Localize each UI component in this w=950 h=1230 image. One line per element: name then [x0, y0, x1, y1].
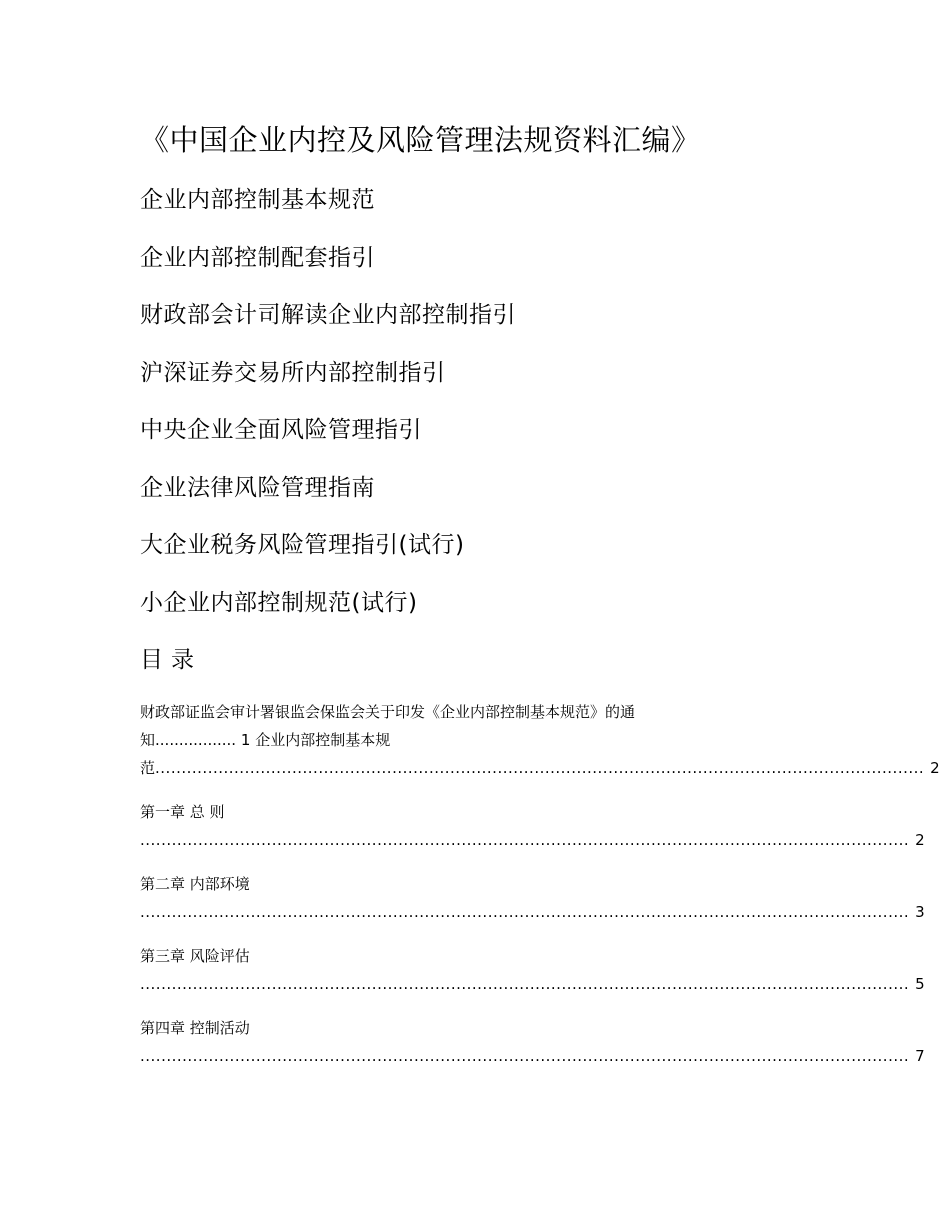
- toc-entry-continuation: [140, 726, 790, 754]
- toc-leader-dots: ..................................................................................................................................................: [155, 759, 925, 777]
- toc-page-number: 2: [930, 759, 940, 777]
- section-item: 小企业内部控制规范(试行): [140, 589, 418, 616]
- toc-page-number: 7: [915, 1047, 925, 1065]
- toc-page-number: 1: [240, 731, 251, 749]
- toc-leader-line: [140, 970, 925, 998]
- toc-entry-text: 范: [140, 759, 156, 777]
- toc-leader-dots: ..................................................................................................................................................: [140, 1047, 910, 1065]
- toc-leader-dots: .................: [155, 731, 237, 749]
- toc-entry-title: 第三章 风险评估: [140, 947, 250, 965]
- toc-entry-chapter-4[interactable]: [140, 1014, 925, 1070]
- toc-entry-text: 企业内部控制基本规: [255, 731, 391, 749]
- document-title: 《中国企业内控及风险管理法规资料汇编》: [140, 123, 701, 157]
- toc-page-number: 2: [915, 831, 925, 849]
- toc-entry-title: 第一章 总 则: [140, 803, 225, 821]
- section-item: 企业法律风险管理指南: [140, 474, 375, 501]
- section-item: 财政部会计司解读企业内部控制指引: [140, 302, 516, 328]
- toc-entry-title: 财政部证监会审计署银监会保监会关于印发《企业内部控制基本规范》的通: [140, 703, 636, 721]
- section-item: 企业内部控制配套指引: [140, 244, 375, 271]
- toc-leader-line: [140, 826, 925, 854]
- toc-entry-notice[interactable]: [140, 698, 940, 782]
- table-of-contents: [140, 698, 940, 1070]
- toc-page-number: 3: [915, 903, 925, 921]
- toc-leader-line: [140, 898, 925, 926]
- toc-entry-chapter-3[interactable]: [140, 942, 925, 998]
- toc-entry-text: 知: [140, 731, 156, 749]
- toc-page-number: 5: [915, 975, 925, 993]
- toc-leader-dots: ..................................................................................................................................................: [140, 831, 910, 849]
- toc-entry-chapter-1[interactable]: [140, 798, 925, 854]
- section-item: 中央企业全面风险管理指引: [140, 417, 422, 443]
- section-item: 大企业税务风险管理指引(试行): [140, 532, 465, 558]
- toc-entry-title: 第二章 内部环境: [140, 875, 250, 893]
- toc-leader-line: [140, 1042, 925, 1070]
- toc-leader-dots: ..................................................................................................................................................: [140, 975, 910, 993]
- section-list: [140, 180, 516, 640]
- section-item: 企业内部控制基本规范: [140, 187, 375, 213]
- toc-leader-line: [140, 754, 940, 782]
- toc-heading: 目录: [140, 647, 202, 673]
- toc-leader-dots: ..................................................................................................................................................: [140, 903, 910, 921]
- section-item: 沪深证券交易所内部控制指引: [140, 359, 446, 386]
- toc-entry-title: 第四章 控制活动: [140, 1019, 250, 1037]
- toc-entry-chapter-2[interactable]: [140, 870, 925, 926]
